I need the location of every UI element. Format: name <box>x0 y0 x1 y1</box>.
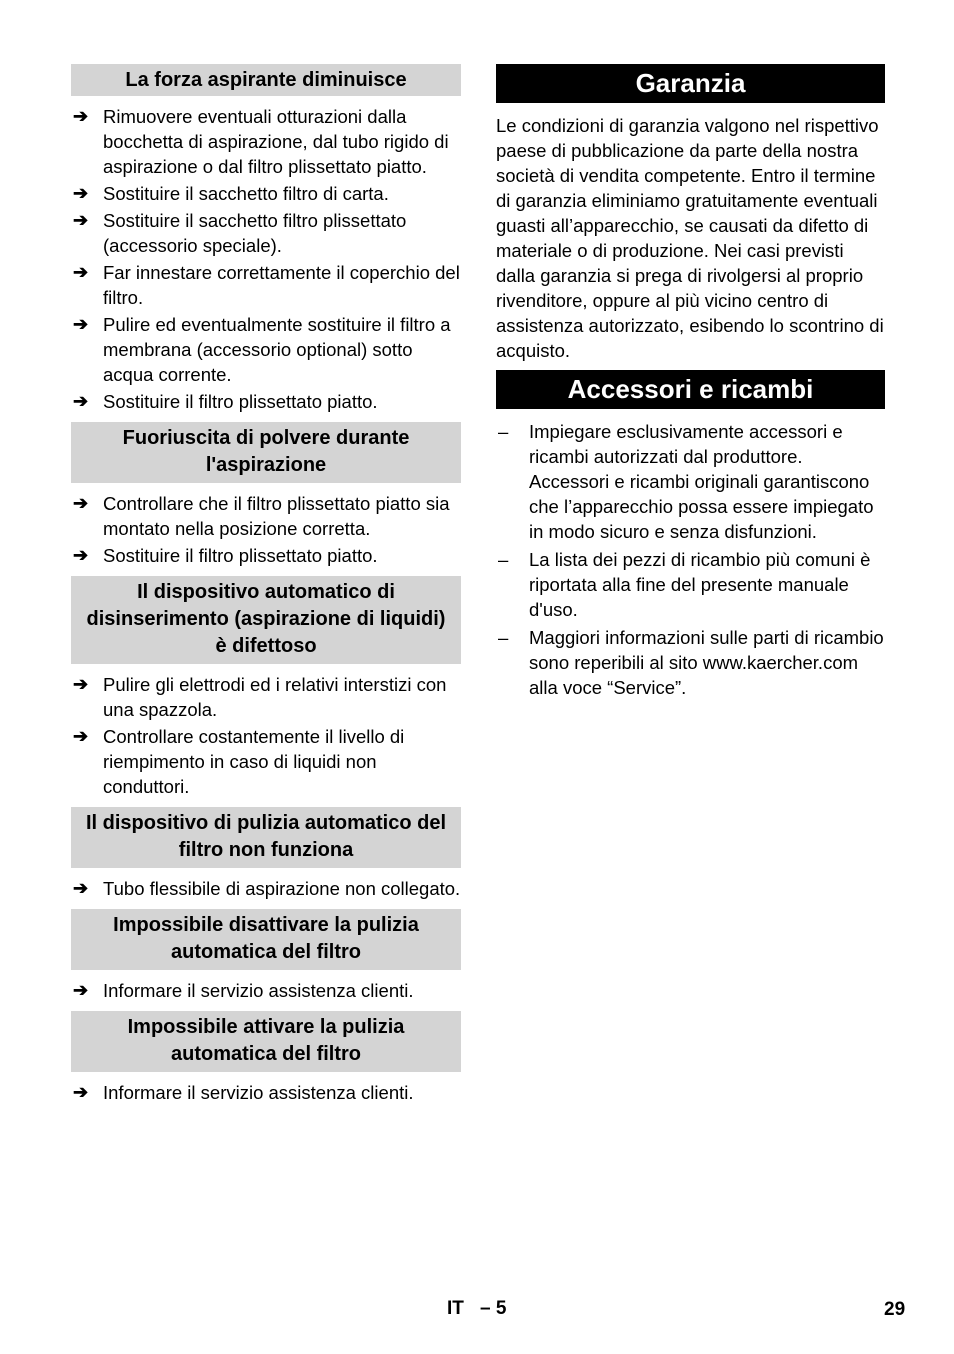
arrow-icon: ➔ <box>73 183 89 203</box>
arrow-icon: ➔ <box>73 674 89 694</box>
dash-icon: – <box>498 627 509 648</box>
list-item: ➔ Pulire gli elettrodi ed i relativi interstizi con una spazzola. <box>73 674 447 720</box>
section-heading: Il dispositivo automatico di disinserimento (aspirazione di liquidi) è difettoso <box>71 576 461 664</box>
section-heading: Impossibile attivare la pulizia automatica del filtro <box>71 1011 461 1072</box>
warranty-text: Le condizioni di garanzia valgono nel rispettivo paese di pubblicazione da parte della nostra società di vendita competente. Entro il termine di garanzia eliminiamo gratuitamente eventuali guasti all’apparecchio, se causati da difetto di materiale o di produzione. Nei casi previsti dalla garanzia si prega di rivolgersi al proprio rivenditore, oppure al più vicino centro di assistenza autorizzato, esibendo lo scontrino di acquisto. <box>496 115 884 361</box>
arrow-icon: ➔ <box>73 980 89 1000</box>
section-heading: Fuoriuscita di polvere durante l'aspirazione <box>71 422 461 483</box>
footer-section-page: – 5 <box>480 1298 507 1319</box>
bullet-list <box>71 104 461 414</box>
list-item: ➔ Sostituire il sacchetto filtro plissettato (accessorio speciale). <box>73 210 407 256</box>
list-item: ➔ Controllare che il filtro plissettato piatto sia montato nella posizione corretta. <box>73 493 450 539</box>
list-item: ➔ Informare il servizio assistenza clienti. <box>73 1082 414 1103</box>
arrow-icon: ➔ <box>73 726 89 746</box>
dash-icon: – <box>498 421 509 442</box>
left-column <box>71 64 461 1113</box>
bullet-list <box>71 1080 461 1105</box>
section-heading: Il dispositivo di pulizia automatico del filtro non funziona <box>71 807 461 868</box>
arrow-icon: ➔ <box>73 210 89 230</box>
arrow-icon: ➔ <box>73 391 89 411</box>
list-item: ➔ Pulire ed eventualmente sostituire il filtro a membrana (accessorio optional) sotto acqua corrente. <box>73 314 451 385</box>
section-heading: La forza aspirante diminuisce <box>71 64 461 96</box>
warranty-heading: Garanzia <box>496 64 885 103</box>
arrow-icon: ➔ <box>73 262 89 282</box>
right-column <box>496 64 885 703</box>
list-item: ➔ Sostituire il filtro plissettato piatto. <box>73 391 378 412</box>
arrow-icon: ➔ <box>73 106 89 126</box>
list-item: – Impiegare esclusivamente accessori e ricambi autorizzati dal produttore. Accessori e ricambi originali garantiscono che l’apparecchio possa essere impiegato in modo sicuro e senza disfunzioni. <box>498 421 874 542</box>
accessories-list <box>496 419 885 700</box>
list-item: ➔ Tubo flessibile di aspirazione non collegato. <box>73 878 461 899</box>
list-item: ➔ Sostituire il filtro plissettato piatto. <box>73 545 378 566</box>
arrow-icon: ➔ <box>73 314 89 334</box>
section-heading: Impossibile disattivare la pulizia automatica del filtro <box>71 909 461 970</box>
page-number: 29 <box>884 1299 906 1320</box>
bullet-list <box>71 672 461 799</box>
list-item: – Maggiori informazioni sulle parti di ricambio sono reperibili al sito www.kaercher.com alla voce “Service”. <box>498 627 884 698</box>
bullet-list <box>71 876 461 901</box>
list-item: ➔ Informare il servizio assistenza clienti. <box>73 980 414 1001</box>
list-item: ➔ Sostituire il sacchetto filtro di carta. <box>73 183 389 204</box>
list-item: ➔ Controllare costantemente il livello di riempimento in caso di liquidi non conduttori. <box>73 726 405 797</box>
accessories-heading: Accessori e ricambi <box>496 370 885 409</box>
arrow-icon: ➔ <box>73 493 89 513</box>
list-item: ➔ Rimuovere eventuali otturazioni dalla bocchetta di aspirazione, dal tubo rigido di aspirazione o dal filtro plissettato piatto. <box>73 106 449 177</box>
bullet-list <box>71 491 461 568</box>
dash-icon: – <box>498 549 509 570</box>
list-item: ➔ Far innestare correttamente il coperchio del filtro. <box>73 262 460 308</box>
arrow-icon: ➔ <box>73 878 89 898</box>
arrow-icon: ➔ <box>73 545 89 565</box>
list-item: – La lista dei pezzi di ricambio più comuni è riportata alla fine del presente manuale d'uso. <box>498 549 871 620</box>
bullet-list <box>71 978 461 1003</box>
footer-language: IT <box>447 1298 464 1319</box>
arrow-icon: ➔ <box>73 1082 89 1102</box>
